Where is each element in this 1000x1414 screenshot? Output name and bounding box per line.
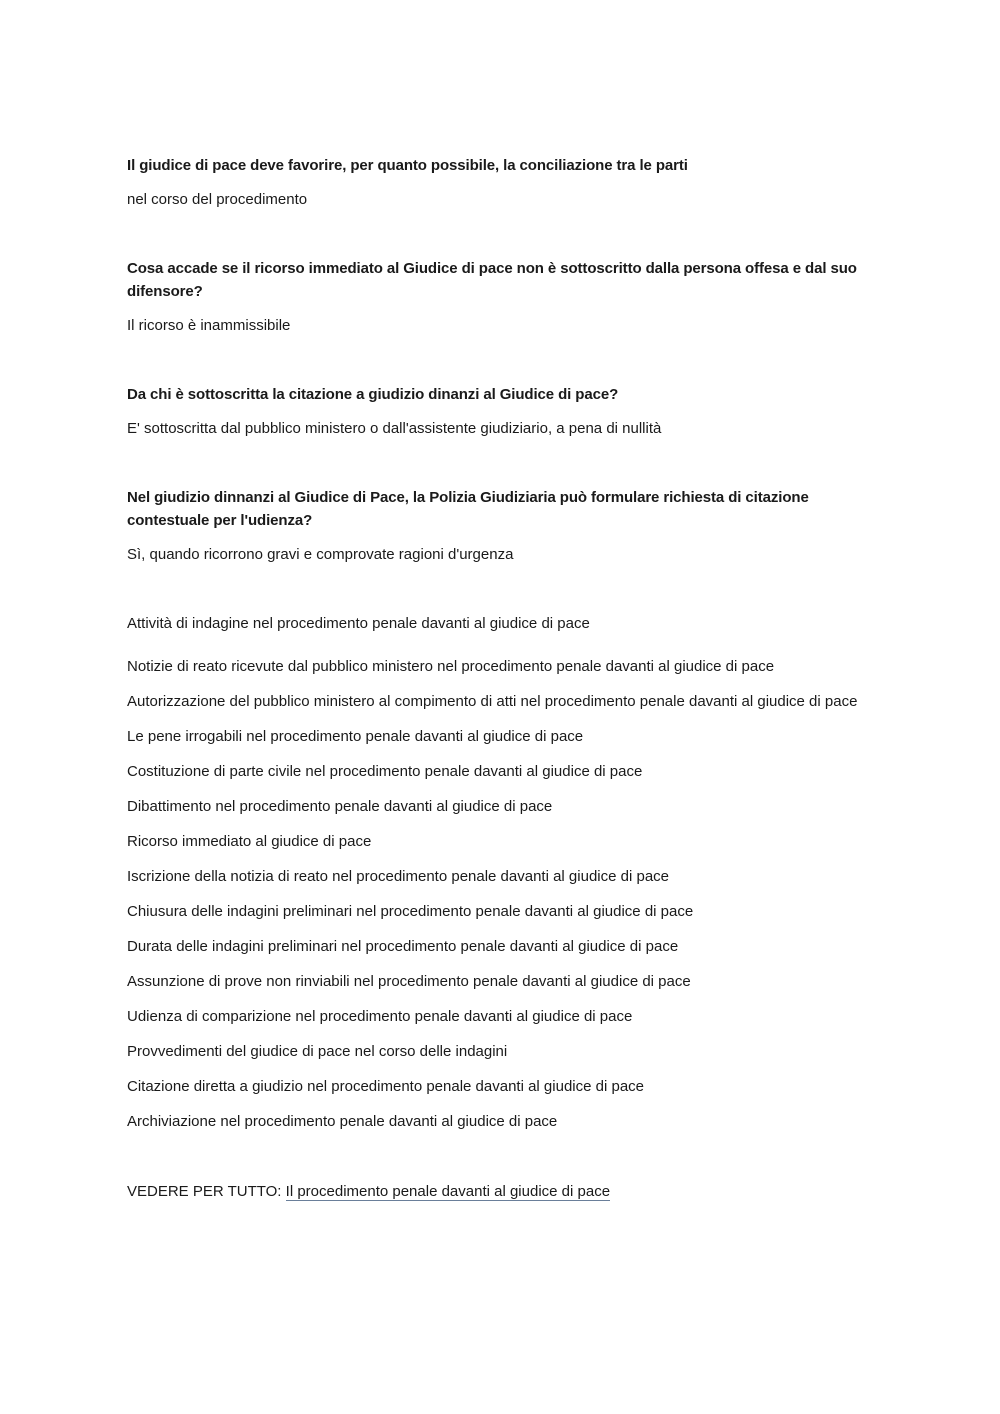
topic-item: Provvedimenti del giudice di pace nel corso delle indagini (127, 1043, 508, 1060)
topic-item: Iscrizione della notizia di reato nel procedimento penale davanti al giudice di pace (127, 868, 670, 885)
topic-item: Ricorso immediato al giudice di pace (127, 833, 372, 850)
answer-1: nel corso del procedimento (127, 191, 308, 208)
question-2: Cosa accade se il ricorso immediato al Giudice di pace non è sottoscritto dalla persona offesa e dal suo difensore? (127, 260, 857, 300)
qa-item-4 (127, 486, 879, 566)
topic-item: Citazione diretta a giudizio nel procedimento penale davanti al giudice di pace (127, 1078, 645, 1095)
topic-item: Chiusura delle indagini preliminari nel procedimento penale davanti al giudice di pace (127, 903, 694, 920)
topic-item: Durata delle indagini preliminari nel procedimento penale davanti al giudice di pace (127, 938, 679, 955)
topic-item: Attività di indagine nel procedimento penale davanti al giudice di pace (127, 615, 590, 632)
see-all-prefix: VEDERE PER TUTTO: (127, 1183, 286, 1200)
topic-item: Autorizzazione del pubblico ministero al compimento di atti nel procedimento penale davanti al giudice di pace (127, 693, 858, 710)
document-body (127, 154, 879, 1218)
topic-item: Notizie di reato ricevute dal pubblico ministero nel procedimento penale davanti al giudice di pace (127, 658, 775, 675)
answer-3: E' sottoscritta dal pubblico ministero o dall'assistente giudiziario, a pena di nullità (127, 420, 662, 437)
topic-item: Udienza di comparizione nel procedimento penale davanti al giudice di pace (127, 1008, 633, 1025)
topic-item: Costituzione di parte civile nel procedimento penale davanti al giudice di pace (127, 763, 643, 780)
answer-4: Sì, quando ricorrono gravi e comprovate ragioni d'urgenza (127, 546, 514, 563)
question-4: Nel giudizio dinnanzi al Giudice di Pace, la Polizia Giudiziaria può formulare richiesta di citazione contestuale per l'udienza? (127, 489, 809, 529)
qa-item-2 (127, 257, 879, 337)
question-3: Da chi è sottoscritta la citazione a giudizio dinanzi al Giudice di pace? (127, 386, 619, 403)
qa-item-1 (127, 154, 879, 211)
topic-list (127, 612, 879, 1133)
topic-item: Dibattimento nel procedimento penale davanti al giudice di pace (127, 798, 553, 815)
see-all-link[interactable]: Il procedimento penale davanti al giudice di pace (285, 1183, 611, 1200)
topic-item: Le pene irrogabili nel procedimento penale davanti al giudice di pace (127, 728, 584, 745)
topic-item: Assunzione di prove non rinviabili nel procedimento penale davanti al giudice di pace (127, 973, 691, 990)
see-all-line (127, 1180, 879, 1203)
question-1: Il giudice di pace deve favorire, per quanto possibile, la conciliazione tra le parti (127, 157, 688, 174)
qa-item-3 (127, 383, 879, 440)
topic-item: Archiviazione nel procedimento penale davanti al giudice di pace (127, 1113, 558, 1130)
answer-2: Il ricorso è inammissibile (127, 317, 291, 334)
